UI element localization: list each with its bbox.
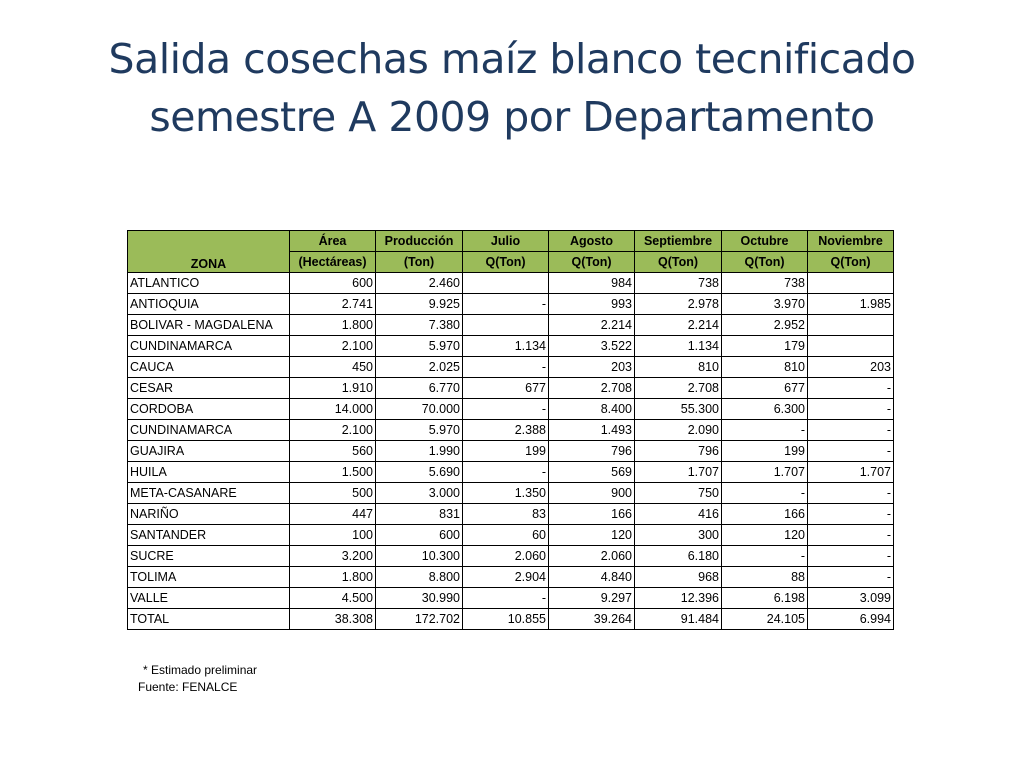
value-cell: 4.500 bbox=[290, 588, 376, 609]
zone-cell: NARIÑO bbox=[128, 504, 290, 525]
table-row bbox=[128, 273, 894, 294]
value-cell: 24.105 bbox=[722, 609, 808, 630]
value-cell: 984 bbox=[549, 273, 635, 294]
value-cell: - bbox=[722, 420, 808, 441]
value-cell: 179 bbox=[722, 336, 808, 357]
zone-cell: ATLANTICO bbox=[128, 273, 290, 294]
value-cell: 993 bbox=[549, 294, 635, 315]
column-header: Agosto bbox=[549, 231, 635, 252]
column-unit: Q(Ton) bbox=[722, 252, 808, 273]
value-cell: 3.000 bbox=[376, 483, 463, 504]
column-unit: Q(Ton) bbox=[463, 252, 549, 273]
table-row bbox=[128, 399, 894, 420]
value-cell: 1.350 bbox=[463, 483, 549, 504]
zone-cell: CORDOBA bbox=[128, 399, 290, 420]
value-cell: - bbox=[808, 504, 894, 525]
table-row bbox=[128, 420, 894, 441]
value-cell: 416 bbox=[635, 504, 722, 525]
value-cell: 968 bbox=[635, 567, 722, 588]
value-cell: 810 bbox=[722, 357, 808, 378]
value-cell: 2.904 bbox=[463, 567, 549, 588]
value-cell: 8.800 bbox=[376, 567, 463, 588]
zone-cell: BOLIVAR - MAGDALENA bbox=[128, 315, 290, 336]
table-row bbox=[128, 357, 894, 378]
title-line-1: Salida cosechas maíz blanco tecnificado bbox=[108, 35, 916, 83]
value-cell: 12.396 bbox=[635, 588, 722, 609]
zone-cell: ANTIOQUIA bbox=[128, 294, 290, 315]
value-cell: 38.308 bbox=[290, 609, 376, 630]
value-cell: 6.198 bbox=[722, 588, 808, 609]
value-cell: 10.855 bbox=[463, 609, 549, 630]
value-cell: 796 bbox=[549, 441, 635, 462]
value-cell: - bbox=[722, 546, 808, 567]
zone-cell: TOTAL bbox=[128, 609, 290, 630]
value-cell: 450 bbox=[290, 357, 376, 378]
header-row-names bbox=[128, 231, 894, 252]
value-cell: 1.910 bbox=[290, 378, 376, 399]
column-unit: Q(Ton) bbox=[549, 252, 635, 273]
value-cell: - bbox=[463, 357, 549, 378]
value-cell: 2.025 bbox=[376, 357, 463, 378]
value-cell: 100 bbox=[290, 525, 376, 546]
zone-cell: VALLE bbox=[128, 588, 290, 609]
value-cell: - bbox=[808, 525, 894, 546]
footnotes bbox=[138, 662, 257, 696]
value-cell: 172.702 bbox=[376, 609, 463, 630]
value-cell: 2.741 bbox=[290, 294, 376, 315]
table-row bbox=[128, 462, 894, 483]
table-row bbox=[128, 525, 894, 546]
value-cell: 2.090 bbox=[635, 420, 722, 441]
value-cell: - bbox=[463, 462, 549, 483]
value-cell: 2.060 bbox=[463, 546, 549, 567]
value-cell: 166 bbox=[722, 504, 808, 525]
value-cell: 4.840 bbox=[549, 567, 635, 588]
value-cell: 2.460 bbox=[376, 273, 463, 294]
value-cell: 500 bbox=[290, 483, 376, 504]
zone-cell: CUNDINAMARCA bbox=[128, 336, 290, 357]
value-cell: 2.708 bbox=[549, 378, 635, 399]
value-cell: 199 bbox=[722, 441, 808, 462]
value-cell: 1.500 bbox=[290, 462, 376, 483]
value-cell: 2.100 bbox=[290, 336, 376, 357]
value-cell: 1.707 bbox=[808, 462, 894, 483]
zone-cell: GUAJIRA bbox=[128, 441, 290, 462]
table-row bbox=[128, 378, 894, 399]
value-cell: - bbox=[722, 483, 808, 504]
table-body bbox=[128, 273, 894, 630]
value-cell: 203 bbox=[549, 357, 635, 378]
value-cell: 8.400 bbox=[549, 399, 635, 420]
zone-cell: HUILA bbox=[128, 462, 290, 483]
value-cell: 6.300 bbox=[722, 399, 808, 420]
zone-cell: META-CASANARE bbox=[128, 483, 290, 504]
zone-cell: CESAR bbox=[128, 378, 290, 399]
value-cell: 30.990 bbox=[376, 588, 463, 609]
column-header: Noviembre bbox=[808, 231, 894, 252]
value-cell: 2.214 bbox=[549, 315, 635, 336]
value-cell: 1.990 bbox=[376, 441, 463, 462]
value-cell: 1.707 bbox=[635, 462, 722, 483]
value-cell: 5.970 bbox=[376, 420, 463, 441]
table-row bbox=[128, 483, 894, 504]
zone-cell: SUCRE bbox=[128, 546, 290, 567]
value-cell: 39.264 bbox=[549, 609, 635, 630]
value-cell: 2.952 bbox=[722, 315, 808, 336]
value-cell: 3.970 bbox=[722, 294, 808, 315]
value-cell: 91.484 bbox=[635, 609, 722, 630]
total-row bbox=[128, 609, 894, 630]
value-cell: 120 bbox=[722, 525, 808, 546]
value-cell: - bbox=[808, 546, 894, 567]
column-unit: Q(Ton) bbox=[808, 252, 894, 273]
zone-cell: CUNDINAMARCA bbox=[128, 420, 290, 441]
value-cell bbox=[808, 336, 894, 357]
value-cell: 2.388 bbox=[463, 420, 549, 441]
column-header: Octubre bbox=[722, 231, 808, 252]
value-cell: - bbox=[463, 588, 549, 609]
table-row bbox=[128, 336, 894, 357]
column-unit: Q(Ton) bbox=[635, 252, 722, 273]
value-cell: 600 bbox=[290, 273, 376, 294]
value-cell: 796 bbox=[635, 441, 722, 462]
column-unit: (Ton) bbox=[376, 252, 463, 273]
zone-header: ZONA bbox=[128, 231, 290, 273]
column-header: Producción bbox=[376, 231, 463, 252]
source-note: Fuente: FENALCE bbox=[138, 680, 238, 694]
value-cell: 810 bbox=[635, 357, 722, 378]
value-cell: 1.985 bbox=[808, 294, 894, 315]
harvest-table bbox=[127, 230, 894, 630]
value-cell: 203 bbox=[808, 357, 894, 378]
value-cell: 7.380 bbox=[376, 315, 463, 336]
table-row bbox=[128, 588, 894, 609]
value-cell bbox=[463, 315, 549, 336]
value-cell: - bbox=[808, 378, 894, 399]
zone-cell: CAUCA bbox=[128, 357, 290, 378]
value-cell: 750 bbox=[635, 483, 722, 504]
value-cell: 2.100 bbox=[290, 420, 376, 441]
value-cell bbox=[808, 315, 894, 336]
value-cell: 738 bbox=[635, 273, 722, 294]
value-cell bbox=[463, 273, 549, 294]
value-cell: 83 bbox=[463, 504, 549, 525]
value-cell: 60 bbox=[463, 525, 549, 546]
slide-title bbox=[0, 30, 1024, 146]
value-cell: 1.707 bbox=[722, 462, 808, 483]
value-cell: 88 bbox=[722, 567, 808, 588]
value-cell: 900 bbox=[549, 483, 635, 504]
value-cell: 9.925 bbox=[376, 294, 463, 315]
value-cell: 677 bbox=[463, 378, 549, 399]
value-cell: 677 bbox=[722, 378, 808, 399]
value-cell: 1.800 bbox=[290, 567, 376, 588]
value-cell: 70.000 bbox=[376, 399, 463, 420]
value-cell: 600 bbox=[376, 525, 463, 546]
value-cell: 55.300 bbox=[635, 399, 722, 420]
value-cell: 300 bbox=[635, 525, 722, 546]
value-cell: 199 bbox=[463, 441, 549, 462]
value-cell: - bbox=[463, 294, 549, 315]
value-cell: 1.800 bbox=[290, 315, 376, 336]
value-cell: 2.708 bbox=[635, 378, 722, 399]
title-line-2: semestre A 2009 por Departamento bbox=[149, 93, 875, 141]
zone-cell: TOLIMA bbox=[128, 567, 290, 588]
value-cell: 738 bbox=[722, 273, 808, 294]
value-cell: - bbox=[808, 567, 894, 588]
column-unit: (Hectáreas) bbox=[290, 252, 376, 273]
value-cell: 2.978 bbox=[635, 294, 722, 315]
value-cell: 1.493 bbox=[549, 420, 635, 441]
zone-cell: SANTANDER bbox=[128, 525, 290, 546]
estimate-note: * Estimado preliminar bbox=[143, 663, 258, 677]
value-cell: 6.180 bbox=[635, 546, 722, 567]
column-header: Septiembre bbox=[635, 231, 722, 252]
value-cell: 14.000 bbox=[290, 399, 376, 420]
value-cell: 3.099 bbox=[808, 588, 894, 609]
value-cell: 10.300 bbox=[376, 546, 463, 567]
value-cell: 569 bbox=[549, 462, 635, 483]
table-row bbox=[128, 315, 894, 336]
table-row bbox=[128, 567, 894, 588]
value-cell: 120 bbox=[549, 525, 635, 546]
value-cell bbox=[808, 273, 894, 294]
value-cell: 166 bbox=[549, 504, 635, 525]
column-header: Área bbox=[290, 231, 376, 252]
value-cell: 6.994 bbox=[808, 609, 894, 630]
value-cell: 447 bbox=[290, 504, 376, 525]
value-cell: - bbox=[808, 441, 894, 462]
value-cell: 9.297 bbox=[549, 588, 635, 609]
value-cell: - bbox=[808, 399, 894, 420]
value-cell: - bbox=[463, 399, 549, 420]
value-cell: 1.134 bbox=[635, 336, 722, 357]
value-cell: 831 bbox=[376, 504, 463, 525]
table-row bbox=[128, 441, 894, 462]
value-cell: 2.060 bbox=[549, 546, 635, 567]
value-cell: - bbox=[808, 420, 894, 441]
value-cell: 5.970 bbox=[376, 336, 463, 357]
value-cell: - bbox=[808, 483, 894, 504]
table-row bbox=[128, 546, 894, 567]
value-cell: 560 bbox=[290, 441, 376, 462]
table-row bbox=[128, 504, 894, 525]
value-cell: 1.134 bbox=[463, 336, 549, 357]
value-cell: 6.770 bbox=[376, 378, 463, 399]
value-cell: 5.690 bbox=[376, 462, 463, 483]
value-cell: 3.200 bbox=[290, 546, 376, 567]
column-header: Julio bbox=[463, 231, 549, 252]
value-cell: 3.522 bbox=[549, 336, 635, 357]
value-cell: 2.214 bbox=[635, 315, 722, 336]
table-row bbox=[128, 294, 894, 315]
